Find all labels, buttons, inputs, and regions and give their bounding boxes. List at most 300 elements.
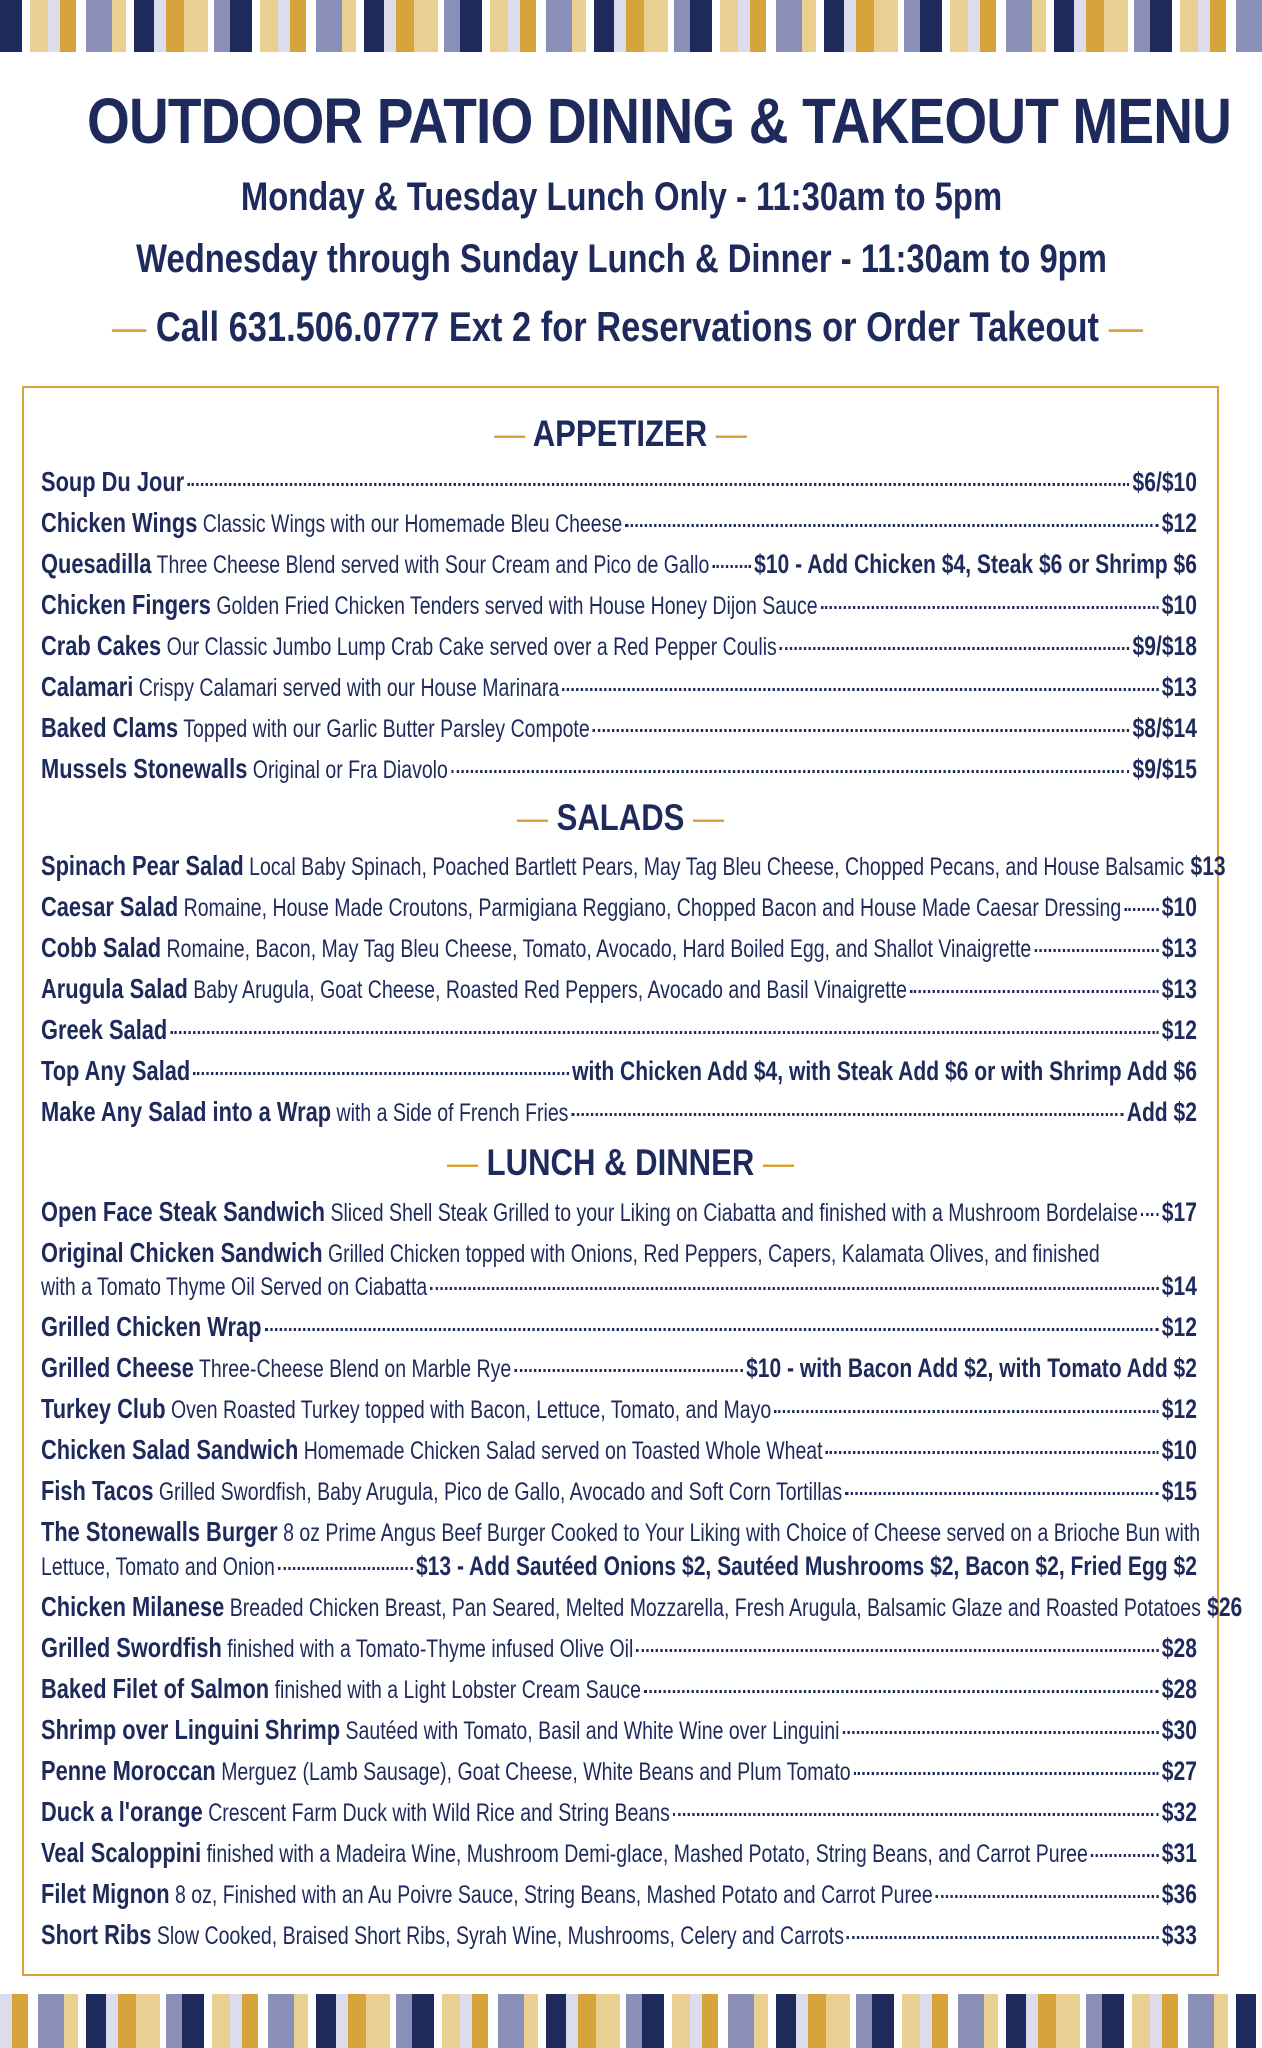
item-description: Homemade Chicken Salad served on Toasted Whole Wheat	[303, 1437, 823, 1465]
stripe	[524, 1994, 538, 2048]
menu-item	[41, 505, 1197, 542]
menu-item	[41, 1194, 1197, 1231]
stripe	[984, 1994, 998, 2048]
item-name: Baked Filet of Salmon	[41, 1673, 270, 1704]
stripe	[950, 0, 968, 52]
item-name: Caesar Salad	[41, 891, 179, 922]
stripe	[336, 1994, 348, 2048]
stripe	[112, 0, 126, 52]
stripe	[690, 0, 712, 52]
stripe	[750, 0, 766, 52]
stripe	[204, 1994, 212, 2048]
stripe	[802, 0, 816, 52]
item-price: $13	[1161, 974, 1197, 1004]
stripe	[664, 1994, 672, 2048]
menu-item	[41, 1350, 1197, 1387]
item-description: Grilled Swordfish, Baby Arugula, Pico de Gallo, Avocado and Soft Corn Tortillas	[158, 1478, 843, 1506]
stripe	[1026, 1994, 1038, 2048]
stripe	[1056, 1994, 1080, 2048]
stripe	[1210, 0, 1226, 52]
item-description: Our Classic Jumbo Lump Crab Cake served over a Red Pepper Coulis	[166, 633, 777, 661]
stripe	[348, 1994, 366, 2048]
item-price: $13	[1161, 672, 1197, 702]
stripe	[754, 1994, 768, 2048]
stripe	[0, 0, 22, 52]
stripe	[826, 1994, 850, 2048]
item-name: Make Any Salad into a Wrap	[41, 1096, 332, 1127]
stripe	[1198, 0, 1210, 52]
stripe	[1236, 1994, 1256, 2048]
stripe	[586, 0, 594, 52]
stripe	[816, 0, 824, 52]
menu-item	[41, 1671, 1197, 1708]
menu-header	[0, 76, 1243, 360]
stripe	[508, 0, 520, 52]
item-name: Grilled Cheese	[41, 1352, 194, 1383]
stripe	[856, 0, 874, 52]
dot-leader	[514, 1369, 743, 1372]
item-price: $31	[1161, 1838, 1197, 1868]
item-name: Spinach Pear Salad	[41, 850, 244, 881]
item-name-2: Shrimp	[264, 1714, 341, 1745]
item-price: $12	[1161, 1015, 1197, 1045]
stripe	[674, 0, 690, 52]
item-price: $10	[1161, 892, 1197, 922]
item-name: Penne Moroccan	[41, 1755, 216, 1786]
menu-item	[41, 1794, 1197, 1831]
item-description: Breaded Chicken Breast, Pan Seared, Melted Mozzarella, Fresh Arugula, Balsamic Glaze and Roasted Potatoes	[229, 1594, 1201, 1622]
stripe	[932, 1994, 948, 2048]
stripe	[702, 1994, 718, 2048]
stripe	[1102, 1994, 1124, 2048]
dot-leader	[430, 1287, 1158, 1290]
stripe	[1150, 1994, 1162, 2048]
item-description: Classic Wings with our Homemade Bleu Cheese	[202, 510, 623, 538]
menu-item	[41, 889, 1197, 926]
stripe	[86, 1994, 106, 2048]
item-name: Grilled Chicken Wrap	[41, 1311, 262, 1342]
stripe	[920, 0, 942, 52]
stripe	[342, 0, 356, 52]
item-price: $27	[1161, 1756, 1197, 1786]
stripe	[998, 1994, 1006, 2048]
stripe	[242, 1994, 258, 2048]
item-description: Topped with our Garlic Butter Parsley Compote	[183, 715, 590, 743]
dot-leader	[821, 606, 1159, 609]
stripe	[356, 0, 364, 52]
item-price: $13 - Add Sautéed Onions $2, Sautéed Mushrooms $2, Bacon $2, Fried Egg $2	[415, 1551, 1197, 1581]
item-description: Golden Fried Chicken Tenders served with House Honey Dijon Sauce	[216, 592, 818, 620]
item-name: Baked Clams	[41, 712, 179, 743]
menu-item	[41, 1712, 1197, 1749]
item-name: Soup Du Jour	[41, 466, 185, 497]
item-price: $10	[1161, 1435, 1197, 1465]
section-heading-appetizer: — APPETIZER —	[494, 413, 747, 454]
item-price: $12	[1161, 1312, 1197, 1342]
dot-leader	[845, 1492, 1158, 1495]
dot-leader	[1091, 1854, 1159, 1857]
dot-leader	[625, 524, 1158, 527]
item-price: $30	[1161, 1715, 1197, 1745]
dot-leader	[644, 1690, 1159, 1693]
item-name: Calamari	[41, 671, 134, 702]
dash-right: —	[1108, 303, 1143, 350]
menu-item	[41, 930, 1197, 967]
item-name: Shrimp over Linguini	[41, 1714, 260, 1745]
stripe	[78, 1994, 86, 2048]
stripe	[166, 1994, 182, 2048]
menu-item	[41, 1630, 1197, 1667]
menu-item	[41, 1514, 1201, 1551]
stripe	[920, 1994, 932, 2048]
stripe	[596, 1994, 620, 2048]
call-text: Call 631.506.0777 Ext 2 for Reservations or Order Takeout	[155, 303, 1099, 350]
dot-leader	[673, 1813, 1159, 1816]
item-description: Baby Arugula, Goat Cheese, Roasted Red Peppers, Avocado and Basil Vinaigrette	[193, 976, 907, 1004]
item-price: $10	[1161, 590, 1197, 620]
stripe	[396, 0, 414, 52]
item-name: The Stonewalls Burger	[41, 1516, 278, 1547]
menu-item	[41, 1917, 1197, 1954]
stripe	[316, 0, 342, 52]
item-name: Short Ribs	[41, 1919, 152, 1950]
menu-item	[41, 1309, 1197, 1346]
stripe	[1178, 1994, 1188, 2048]
dot-leader	[187, 483, 1129, 486]
stripe	[230, 1994, 242, 2048]
stripe	[442, 1994, 460, 2048]
item-price: with Chicken Add $4, with Steak Add $6 or with Shrimp Add $6	[572, 1056, 1197, 1086]
stripe	[614, 0, 626, 52]
menu-item	[41, 628, 1197, 665]
stripe	[308, 1994, 316, 2048]
item-description: Crescent Farm Duck with Wild Rice and String Beans	[208, 1799, 670, 1827]
item-name: Turkey Club	[41, 1393, 166, 1424]
item-description-continued: with a Tomato Thyme Oil Served on Ciabatta	[41, 1273, 428, 1301]
stripe	[1006, 0, 1032, 52]
menu-item	[41, 1753, 1197, 1790]
stripe	[958, 1994, 984, 2048]
stripe	[1228, 1994, 1236, 2048]
dot-leader	[1034, 949, 1158, 952]
item-price: $28	[1161, 1674, 1197, 1704]
hours-line-1: Monday & Tuesday Lunch Only - 11:30am to 5pm	[240, 175, 1003, 219]
stripe	[546, 0, 572, 52]
item-description: Crispy Calamari served with our House Marinara	[138, 674, 560, 702]
item-description: 8 oz Prime Angus Beef Burger Cooked to Your Liking with Choice of Cheese served on a Brioche Bun with	[283, 1519, 1201, 1547]
item-price: $9/$18	[1132, 631, 1197, 661]
stripe	[902, 1994, 920, 2048]
item-name: Original Chicken Sandwich	[41, 1237, 323, 1268]
dot-leader	[593, 729, 1130, 732]
bottom-stripe-border	[0, 1994, 1243, 2048]
stripe	[366, 1994, 390, 2048]
item-price: $14	[1161, 1271, 1197, 1301]
stripe	[64, 1994, 78, 2048]
item-price: $36	[1161, 1879, 1197, 1909]
dot-leader	[451, 770, 1129, 773]
stripe	[1086, 0, 1104, 52]
menu-item	[41, 1053, 1197, 1090]
dot-leader	[780, 647, 1129, 650]
stripe	[1180, 0, 1198, 52]
stripe	[894, 1994, 902, 2048]
stripe	[1172, 0, 1180, 52]
stripe	[1074, 0, 1086, 52]
stripe	[980, 0, 996, 52]
stripe	[30, 0, 48, 52]
stripe	[1032, 0, 1046, 52]
dot-leader	[1141, 1213, 1159, 1216]
menu-item	[41, 546, 1197, 583]
stripe	[290, 0, 306, 52]
stripe	[154, 0, 166, 52]
item-description: Sautéed with Tomato, Basil and White Wine over Linguini	[345, 1717, 840, 1745]
stripe	[642, 1994, 664, 2048]
stripe	[278, 0, 290, 52]
item-price: $12	[1161, 1394, 1197, 1424]
dot-leader	[278, 1567, 413, 1570]
menu-item	[41, 1391, 1197, 1428]
stripe	[566, 1994, 578, 2048]
menu-item	[41, 1589, 1243, 1626]
menu-item	[41, 848, 1226, 885]
stripe	[712, 0, 720, 52]
stripe	[76, 0, 86, 52]
item-price: $13	[1161, 933, 1197, 963]
stripe	[1226, 0, 1236, 52]
stripe	[720, 0, 738, 52]
item-name: Open Face Steak Sandwich	[41, 1196, 326, 1227]
item-price: $13	[1190, 851, 1226, 881]
top-stripe-border	[0, 0, 1243, 52]
item-description: Three-Cheese Blend on Marble Rye	[199, 1355, 512, 1383]
stripe	[166, 0, 184, 52]
item-description: with a Side of French Fries	[336, 1099, 569, 1127]
stripe	[106, 1994, 118, 2048]
stripe	[904, 0, 920, 52]
item-price: $12	[1161, 508, 1197, 538]
stripe	[874, 0, 898, 52]
stripe	[472, 1994, 488, 2048]
menu-box	[22, 386, 1243, 1976]
item-name: Chicken Wings	[41, 507, 198, 538]
item-description: Sliced Shell Steak Grilled to your Liking on Ciabatta and finished with a Mushroom Bordelaise	[330, 1199, 1138, 1227]
stripe	[626, 0, 644, 52]
stripe	[126, 0, 134, 52]
stripe	[536, 0, 546, 52]
stripe	[1104, 0, 1128, 52]
stripe	[12, 1994, 28, 2048]
stripe	[824, 0, 844, 52]
menu-item	[41, 710, 1197, 747]
dash-left: —	[111, 303, 147, 350]
item-description: finished with a Madeira Wine, Mushroom Demi-glace, Mashed Potato, String Beans, and Carrot Puree	[206, 1840, 1088, 1868]
dot-leader	[774, 1410, 1158, 1413]
stripe	[738, 0, 750, 52]
stripe	[796, 1994, 808, 2048]
stripe	[384, 0, 396, 52]
dot-leader	[265, 1328, 1159, 1331]
item-price: $28	[1161, 1633, 1197, 1663]
stripe	[364, 0, 384, 52]
stripe	[844, 0, 856, 52]
stripe	[118, 1994, 136, 2048]
item-name: Cobb Salad	[41, 932, 162, 963]
stripe	[490, 0, 508, 52]
stripe	[808, 1994, 826, 2048]
stripe	[444, 0, 460, 52]
item-name: Greek Salad	[41, 1014, 168, 1045]
stripe	[316, 1994, 336, 2048]
item-price: $10 - Add Chicken $4, Steak $6 or Shrimp $6	[754, 549, 1197, 579]
stripe	[460, 1994, 472, 2048]
item-price: $17	[1161, 1197, 1197, 1227]
stripe	[594, 0, 614, 52]
dot-leader	[562, 688, 1158, 691]
stripe	[498, 1994, 524, 2048]
stripe	[1132, 1994, 1150, 2048]
stripe	[184, 0, 208, 52]
section-heading-salads: — SALADS —	[516, 797, 725, 838]
stripe	[1162, 1994, 1178, 2048]
item-name: Fish Tacos	[41, 1475, 154, 1506]
item-price: $26	[1207, 1592, 1243, 1622]
stripe	[1006, 1994, 1026, 2048]
dot-leader	[854, 1772, 1159, 1775]
stripe	[872, 1994, 894, 2048]
stripe	[252, 0, 260, 52]
item-description: Slow Cooked, Braised Short Ribs, Syrah Wine, Mushrooms, Celery and Carrots	[156, 1922, 844, 1950]
item-price: $32	[1161, 1797, 1197, 1827]
item-description: Merguez (Lamb Sausage), Goat Cheese, White Beans and Plum Tomato	[221, 1758, 851, 1786]
item-description: Three Cheese Blend served with Sour Cream and Pico de Gallo	[156, 551, 710, 579]
menu-item	[41, 669, 1197, 706]
item-price: $9/$15	[1132, 754, 1197, 784]
stripe	[1054, 0, 1074, 52]
stripe	[412, 1994, 434, 2048]
stripe	[1150, 0, 1172, 52]
call-line	[111, 294, 1143, 360]
stripe	[28, 1994, 38, 2048]
stripe	[136, 1994, 160, 2048]
stripe	[38, 1994, 64, 2048]
stripe	[644, 0, 668, 52]
stripe	[1188, 1994, 1214, 2048]
section-heading-lunch-dinner: — LUNCH & DINNER —	[446, 1142, 795, 1183]
item-price: $10 - with Bacon Add $2, with Tomato Add $2	[746, 1353, 1197, 1383]
stripe	[766, 0, 776, 52]
menu-item	[41, 751, 1197, 788]
stripe	[1124, 1994, 1132, 2048]
stripe	[768, 1994, 776, 2048]
stripe	[258, 1994, 268, 2048]
menu-item	[41, 1235, 1100, 1272]
menu-item	[41, 1094, 1197, 1131]
stripe	[776, 0, 802, 52]
dot-leader	[826, 1451, 1159, 1454]
item-price: $15	[1161, 1476, 1197, 1506]
item-name: Chicken Milanese	[41, 1591, 225, 1622]
stripe	[546, 1994, 566, 2048]
item-description: Romaine, Bacon, May Tag Bleu Cheese, Tomato, Avocado, Hard Boiled Egg, and Shallot Vinaigrette	[166, 935, 1032, 963]
item-name: Arugula Salad	[41, 973, 188, 1004]
stripe	[482, 0, 490, 52]
item-price: $6/$10	[1132, 467, 1197, 497]
stripe	[856, 1994, 872, 2048]
stripe	[294, 1994, 308, 2048]
stripe	[1236, 0, 1262, 52]
stripe	[948, 1994, 958, 2048]
menu-item	[41, 464, 1197, 501]
stripe	[776, 1994, 796, 2048]
item-description: Romaine, House Made Croutons, Parmigiana Reggiano, Chopped Bacon and House Made Caesar Dressing	[183, 894, 1122, 922]
stripe	[86, 0, 112, 52]
item-name: Chicken Fingers	[41, 589, 211, 620]
stripe	[230, 0, 252, 52]
menu-item-continued	[41, 1548, 1197, 1585]
stripe	[1214, 1994, 1228, 2048]
stripe	[1046, 0, 1054, 52]
stripe	[572, 0, 586, 52]
stripe	[414, 0, 438, 52]
stripe	[626, 1994, 642, 2048]
stripe	[214, 0, 230, 52]
item-name: Crab Cakes	[41, 630, 162, 661]
item-description: Local Baby Spinach, Poached Bartlett Pears, May Tag Bleu Cheese, Chopped Pecans, and House Balsamic	[249, 853, 1185, 881]
item-description: 8 oz, Finished with an Au Poivre Sauce, String Beans, Mashed Potato and Carrot Puree	[175, 1881, 933, 1909]
dot-leader	[712, 565, 751, 568]
stripe	[578, 1994, 596, 2048]
menu-item	[41, 1473, 1197, 1510]
stripe	[48, 0, 60, 52]
stripe	[182, 1994, 204, 2048]
item-price: Add $2	[1126, 1097, 1197, 1127]
stripe	[260, 0, 278, 52]
stripe	[434, 1994, 442, 2048]
stripe	[396, 1994, 412, 2048]
item-name: Top Any Salad	[41, 1055, 191, 1086]
dot-leader	[910, 990, 1159, 993]
stripe	[690, 1994, 702, 2048]
menu-item	[41, 971, 1197, 1008]
dot-leader	[636, 1649, 1158, 1652]
stripe	[268, 1994, 294, 2048]
item-name: Duck a l'orange	[41, 1796, 203, 1827]
dot-leader	[936, 1895, 1159, 1898]
item-description: finished with a Tomato-Thyme infused Olive Oil	[227, 1635, 634, 1663]
stripe	[996, 0, 1006, 52]
stripe	[942, 0, 950, 52]
item-name: Quesadilla	[41, 548, 152, 579]
menu-item	[41, 1012, 1197, 1049]
item-description: Oven Roasted Turkey topped with Bacon, Lettuce, Tomato, and Mayo	[171, 1396, 772, 1424]
dot-leader	[193, 1072, 569, 1075]
dot-leader	[170, 1031, 1158, 1034]
stripe	[718, 1994, 728, 2048]
item-name: Veal Scaloppini	[41, 1837, 202, 1868]
stripe	[134, 0, 154, 52]
item-description: Grilled Chicken topped with Onions, Red Peppers, Capers, Kalamata Olives, and finished	[327, 1240, 1100, 1268]
item-description: Original or Fra Diavolo	[252, 756, 448, 784]
stripe	[672, 1994, 690, 2048]
stripe	[212, 1994, 230, 2048]
menu-item	[41, 1876, 1197, 1913]
stripe	[728, 1994, 754, 2048]
item-description-continued: Lettuce, Tomato and Onion	[41, 1553, 275, 1581]
menu-item-continued	[41, 1268, 1197, 1305]
stripe	[306, 0, 316, 52]
